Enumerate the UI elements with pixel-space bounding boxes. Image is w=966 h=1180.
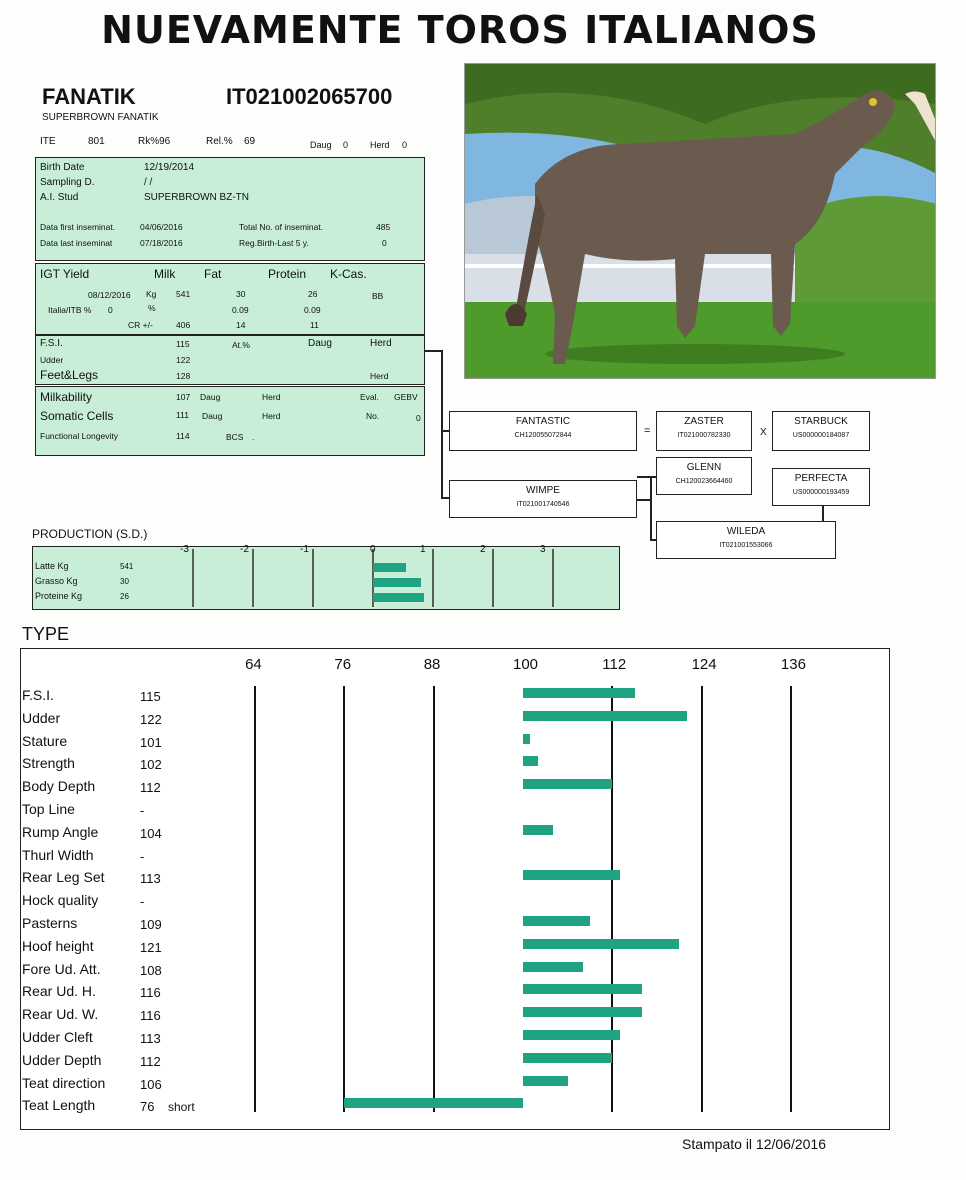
production-tick-label: -3 bbox=[180, 544, 189, 555]
production-bar bbox=[373, 593, 424, 602]
production-bar bbox=[373, 563, 406, 572]
production-tick-label: -2 bbox=[240, 544, 249, 555]
type-gridline bbox=[343, 686, 345, 1112]
type-gridline bbox=[433, 686, 435, 1112]
type-row-label: Top Line bbox=[22, 801, 75, 817]
bcs-label: BCS bbox=[226, 432, 244, 442]
dam-sire-id: CH120023664460 bbox=[675, 478, 733, 485]
igt-pct-label: % bbox=[148, 303, 156, 313]
printed-date: Stampato il 12/06/2016 bbox=[682, 1136, 826, 1152]
rel-value: 69 bbox=[244, 136, 256, 147]
type-row-value: - bbox=[140, 894, 145, 910]
pedigree-dam-dam bbox=[656, 521, 836, 559]
igt-kg-label: Kg bbox=[146, 289, 157, 299]
longevity-label: Functional Longevity bbox=[40, 431, 118, 441]
production-tick-label: 3 bbox=[540, 544, 546, 555]
total-insem-label: Total No. of inseminat. bbox=[239, 222, 324, 232]
type-bar bbox=[523, 962, 583, 972]
no-label: No. bbox=[366, 411, 380, 421]
gebv-label: GEBV bbox=[394, 392, 418, 402]
connector bbox=[650, 539, 656, 541]
type-row-value: 102 bbox=[140, 757, 162, 773]
igt-italia-label: Italia/ITB % bbox=[48, 305, 92, 315]
dam-dam-sire-id: US000000193459 bbox=[792, 489, 850, 496]
igt-protein-header: Protein bbox=[268, 267, 307, 281]
longevity-value: 114 bbox=[176, 431, 190, 441]
type-row-value: - bbox=[140, 803, 145, 818]
igt-protein-kg: 26 bbox=[308, 289, 318, 299]
type-row-value: 122 bbox=[140, 711, 162, 727]
bull-photo bbox=[464, 63, 936, 379]
cross-sign: X bbox=[760, 427, 767, 438]
milkability-value: 107 bbox=[176, 392, 191, 402]
type-bar bbox=[523, 779, 612, 789]
type-row-value: 121 bbox=[140, 939, 162, 955]
igt-cr-fat: 14 bbox=[236, 320, 246, 330]
sampling-date: / / bbox=[144, 177, 153, 188]
sire-sire-name: ZASTER bbox=[684, 416, 724, 427]
type-gridline bbox=[701, 686, 703, 1112]
type-bar bbox=[523, 1030, 620, 1040]
type-tick-label: 88 bbox=[423, 656, 441, 673]
pedigree-dam bbox=[449, 480, 637, 518]
production-row-value: 30 bbox=[120, 577, 129, 586]
ai-stud: SUPERBROWN BZ-TN bbox=[144, 192, 249, 203]
dam-dam-name: WILEDA bbox=[726, 526, 766, 537]
pedigree-sire-dam bbox=[772, 411, 870, 451]
last-insem-label: Data last inseminat bbox=[40, 238, 113, 248]
type-row-value: 106 bbox=[140, 1076, 162, 1092]
igt-kcas-value: BB bbox=[372, 291, 384, 301]
type-bar bbox=[523, 1076, 568, 1086]
pedigree-dam-sire bbox=[656, 457, 752, 495]
type-tick-label: 136 bbox=[780, 656, 806, 673]
somatic-label: Somatic Cells bbox=[40, 409, 114, 423]
type-row-label: Udder Depth bbox=[22, 1051, 102, 1068]
type-bar bbox=[523, 984, 642, 994]
type-row-note: short bbox=[168, 1100, 195, 1115]
type-row-value: 116 bbox=[140, 1008, 161, 1024]
type-tick-label: 76 bbox=[334, 656, 352, 673]
igt-date: 08/12/2016 bbox=[88, 290, 131, 300]
pedigree-sire-sire bbox=[656, 411, 752, 451]
dam-sire-name: GLENN bbox=[686, 462, 722, 473]
pedigree-sire bbox=[449, 411, 637, 451]
type-row-label: Rear Leg Set bbox=[22, 869, 105, 886]
sire-dam-id: US000000184087 bbox=[792, 432, 850, 439]
connector bbox=[441, 350, 443, 498]
sire-name: FANTASTIC bbox=[515, 416, 571, 427]
type-tick-label: 124 bbox=[691, 656, 717, 673]
type-row-value: 112 bbox=[140, 1053, 161, 1069]
type-row-label: Strength bbox=[22, 755, 75, 772]
type-bar bbox=[523, 756, 538, 766]
reg-birth: 0 bbox=[382, 238, 387, 248]
dam-dam-sire-name: PERFECTA bbox=[794, 473, 848, 484]
type-title: TYPE bbox=[22, 624, 70, 644]
production-row-value: 26 bbox=[120, 592, 129, 601]
daug-label: Daug bbox=[310, 140, 332, 150]
bull-name: FANATIK bbox=[42, 84, 136, 109]
fsi-at-pct: At.% bbox=[232, 340, 250, 350]
production-tick-label: 2 bbox=[480, 544, 486, 555]
no-value: 0 bbox=[416, 413, 421, 423]
type-bar bbox=[523, 734, 530, 744]
type-bar bbox=[344, 1098, 523, 1108]
fsi-daug: Daug bbox=[308, 338, 332, 349]
type-row-label: Stature bbox=[22, 732, 68, 749]
type-row-value: 112 bbox=[140, 780, 161, 796]
igt-yield-box bbox=[35, 263, 425, 335]
type-row-value: 76 bbox=[140, 1099, 155, 1115]
bull-full-name: SUPERBROWN FANATIK bbox=[42, 112, 159, 123]
ai-stud-label: A.I. Stud bbox=[40, 192, 79, 203]
fsi-value: 115 bbox=[176, 339, 190, 349]
type-gridline bbox=[611, 686, 613, 1112]
type-tick-label: 64 bbox=[245, 656, 262, 673]
udder-value: 122 bbox=[176, 355, 191, 365]
somatic-herd: Herd bbox=[262, 411, 281, 421]
type-bar bbox=[523, 870, 620, 880]
connector bbox=[637, 476, 656, 478]
type-bar bbox=[523, 1053, 612, 1063]
pedigree-dam-dam-sire bbox=[772, 468, 870, 506]
type-row-label: Udder Cleft bbox=[22, 1029, 93, 1045]
bcs-value: . bbox=[252, 432, 255, 442]
first-insem: 04/06/2016 bbox=[140, 222, 183, 232]
type-gridline bbox=[254, 686, 256, 1112]
production-row-value: 541 bbox=[120, 562, 134, 571]
type-row-value: 113 bbox=[140, 1031, 161, 1046]
connector bbox=[650, 476, 652, 540]
sire-sire-id: IT021000782330 bbox=[677, 432, 731, 439]
type-row-value: 108 bbox=[140, 962, 162, 978]
type-row-value: 101 bbox=[140, 734, 162, 750]
rk-value: Rk%96 bbox=[138, 136, 171, 147]
type-tick-label: 100 bbox=[513, 656, 539, 673]
production-bar bbox=[373, 578, 421, 587]
production-row-label: Latte Kg bbox=[35, 561, 69, 571]
ite-value: 801 bbox=[88, 136, 105, 147]
type-bar bbox=[523, 825, 553, 835]
production-row-label: Grasso Kg bbox=[35, 576, 78, 586]
igt-protein-pct: 0.09 bbox=[304, 305, 321, 315]
ite-label: ITE bbox=[40, 136, 56, 147]
type-row-label: Rump Angle bbox=[22, 823, 99, 840]
dam-id: IT021001740546 bbox=[516, 501, 570, 508]
feet-legs-herd: Herd bbox=[370, 371, 389, 381]
type-bar bbox=[523, 939, 679, 949]
somatic-value: 111 bbox=[176, 410, 189, 420]
fsi-label: F.S.I. bbox=[40, 338, 63, 349]
type-row-label: Rear Ud. H. bbox=[22, 983, 96, 1000]
type-row-value: 115 bbox=[140, 689, 161, 704]
igt-fat-pct: 0.09 bbox=[232, 305, 249, 315]
birth-date: 12/19/2014 bbox=[144, 162, 195, 173]
connector bbox=[822, 506, 824, 521]
herd-label: Herd bbox=[370, 140, 390, 150]
milkability-label: Milkability bbox=[40, 390, 93, 404]
eval-label: Eval. bbox=[360, 392, 379, 402]
type-row-label: Body Depth bbox=[22, 778, 96, 795]
page-title: NUEVAMENTE TOROS ITALIANOS bbox=[101, 8, 819, 52]
type-bar bbox=[523, 688, 635, 698]
type-row-label: Teat direction bbox=[22, 1074, 106, 1091]
last-insem: 07/18/2016 bbox=[140, 238, 183, 248]
production-row-label: Proteine Kg bbox=[35, 591, 83, 601]
igt-fat-kg: 30 bbox=[236, 289, 246, 299]
info-box bbox=[35, 157, 425, 261]
somatic-daug: Daug bbox=[202, 411, 223, 421]
igt-cr-milk: 406 bbox=[176, 320, 191, 330]
bull-id: IT021002065700 bbox=[226, 84, 393, 109]
dam-name: WIMPE bbox=[526, 485, 560, 496]
type-row-value: 104 bbox=[140, 825, 162, 841]
igt-fat-header: Fat bbox=[204, 267, 222, 281]
feet-legs-label: Feet&Legs bbox=[40, 368, 99, 382]
total-insem: 485 bbox=[376, 222, 391, 232]
rel-label: Rel.% bbox=[206, 136, 233, 147]
type-row-value: 113 bbox=[140, 871, 161, 887]
type-row-value: 116 bbox=[140, 985, 161, 1001]
type-bar bbox=[523, 711, 687, 721]
type-bar bbox=[523, 1007, 642, 1017]
igt-milk-header: Milk bbox=[154, 267, 176, 281]
fsi-herd: Herd bbox=[370, 338, 392, 349]
sampling-label: Sampling D. bbox=[40, 177, 95, 188]
type-bar bbox=[523, 916, 590, 926]
type-tick-label: 112 bbox=[602, 656, 627, 673]
type-row-label: Thurl Width bbox=[22, 846, 94, 863]
production-tick-label: -1 bbox=[300, 544, 309, 555]
first-insem-label: Data first inseminat. bbox=[40, 222, 116, 232]
igt-milk-kg: 541 bbox=[176, 289, 191, 299]
herd-value: 0 bbox=[402, 140, 408, 150]
sire-dam-name: STARBUCK bbox=[794, 416, 848, 427]
type-row-label: Hock quality bbox=[22, 892, 99, 909]
type-row-label: Hoof height bbox=[22, 937, 94, 954]
birth-date-label: Birth Date bbox=[40, 162, 85, 173]
fsi-box bbox=[35, 335, 425, 385]
type-row-label: Fore Ud. Att. bbox=[22, 960, 101, 977]
type-row-value: - bbox=[140, 848, 145, 864]
type-row-label: F.S.I. bbox=[22, 687, 54, 703]
dam-dam-id: IT021001553066 bbox=[719, 542, 773, 549]
production-tick-label: 1 bbox=[420, 544, 426, 555]
production-title: PRODUCTION (S.D.) bbox=[32, 527, 148, 541]
type-gridline bbox=[790, 686, 792, 1112]
type-row-label: Rear Ud. W. bbox=[22, 1006, 99, 1023]
type-row-label: Pasterns bbox=[22, 915, 78, 931]
igt-kcas-header: K-Cas. bbox=[330, 267, 367, 281]
daug-value: 0 bbox=[343, 140, 349, 150]
type-row-label: Teat Length bbox=[22, 1097, 96, 1114]
milkability-daug: Daug bbox=[200, 392, 221, 402]
igt-cr-protein: 11 bbox=[310, 320, 319, 330]
igt-italia-value: 0 bbox=[108, 305, 113, 315]
sire-id: CH120055072844 bbox=[514, 432, 572, 439]
type-row-value: 109 bbox=[140, 917, 162, 932]
type-row-label: Udder bbox=[22, 709, 61, 726]
igt-label: IGT Yield bbox=[40, 267, 90, 281]
reg-birth-label: Reg.Birth-Last 5 y. bbox=[239, 238, 309, 248]
production-tick-label: 0 bbox=[370, 544, 376, 555]
equals-sign: = bbox=[644, 425, 651, 437]
milkability-box bbox=[35, 386, 425, 456]
udder-label: Udder bbox=[40, 355, 64, 365]
connector bbox=[441, 497, 449, 499]
milkability-herd: Herd bbox=[262, 392, 281, 402]
feet-legs-value: 128 bbox=[176, 371, 191, 381]
connector bbox=[441, 430, 449, 432]
igt-cr-label: CR +/- bbox=[128, 320, 153, 330]
